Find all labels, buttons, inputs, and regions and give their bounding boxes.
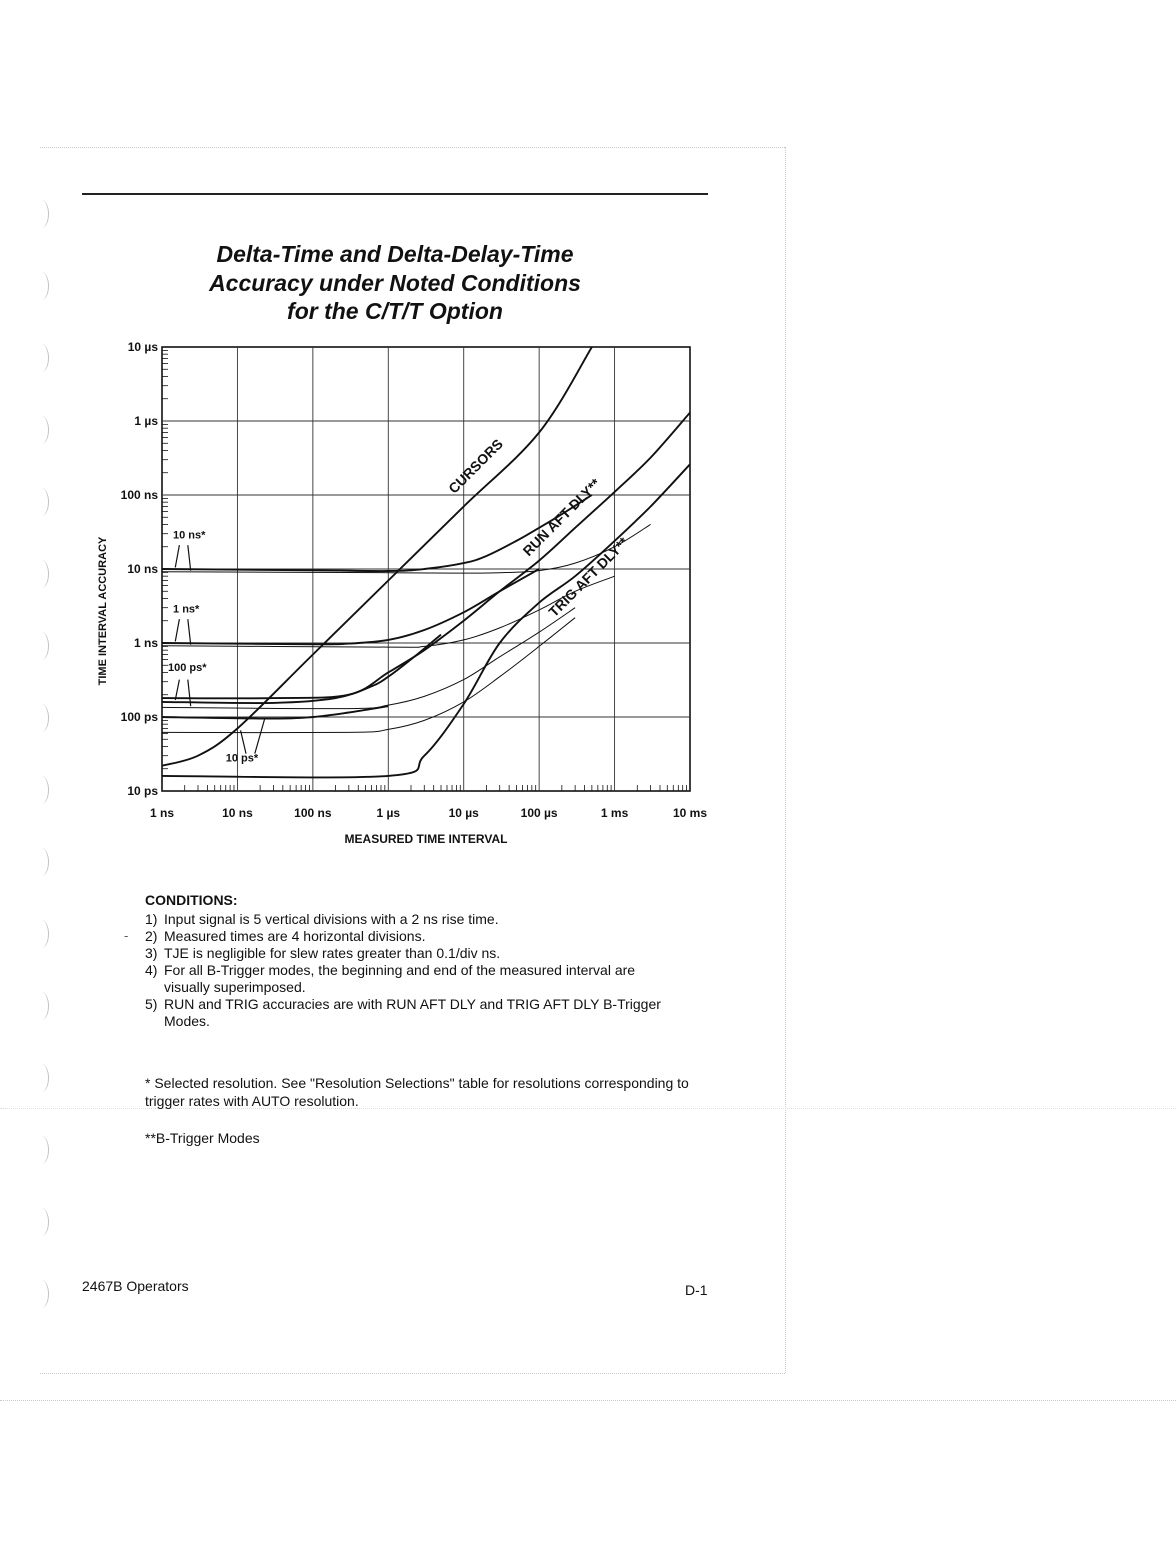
scan-edge-right: [785, 147, 786, 1373]
binder-hole: [34, 200, 49, 228]
binder-holes: [30, 200, 60, 1350]
scan-edge-lower: [0, 1400, 1176, 1401]
annotation-100-ps: 100 ps*: [167, 661, 207, 674]
condition-number: 4): [145, 962, 158, 978]
condition-item: [145, 996, 745, 1030]
resolution-pointer-arrow: [175, 545, 179, 567]
binder-hole: [34, 1064, 49, 1092]
y-axis-label: TIME INTERVAL ACCURACY: [97, 536, 109, 686]
y-tick-label: 100 ns: [120, 488, 158, 502]
series-line-100-ps-light: [162, 608, 575, 709]
stray-mark: -: [124, 928, 129, 943]
footer-manual-name: 2467B Operators: [82, 1278, 189, 1294]
x-tick-label: 100 ns: [294, 806, 332, 820]
binder-hole: [34, 920, 49, 948]
condition-item: [145, 928, 745, 945]
condition-number: 2): [145, 928, 158, 944]
binder-hole: [34, 272, 49, 300]
series-line-10-ns-heavy: [162, 495, 592, 571]
accuracy-chart: [86, 330, 716, 850]
binder-hole: [34, 416, 49, 444]
series-line-10-ns-light: [162, 524, 651, 573]
condition-number: 1): [145, 911, 158, 927]
resolution-pointer-arrow: [188, 545, 191, 570]
condition-item: [145, 945, 745, 962]
binder-hole: [34, 704, 49, 732]
series-line-trig-aft-dly-heavy: [162, 464, 690, 777]
binder-hole: [34, 1280, 49, 1308]
scan-edge-bottom: [40, 1373, 785, 1374]
y-tick-label: 1 ns: [133, 636, 158, 650]
annotation-cursors: CURSORS: [445, 435, 506, 497]
annotation-10-ps: 10 ps*: [225, 752, 259, 765]
annotation-10-ns: 10 ns*: [173, 529, 206, 542]
y-tick-label: 10 ps: [127, 784, 158, 798]
resolution-pointer-arrow: [175, 680, 179, 700]
title-line-3: for the C/T/T Option: [287, 298, 503, 324]
condition-number: 3): [145, 945, 158, 961]
title-line-1: Delta-Time and Delta-Delay-Time: [216, 241, 574, 267]
selected-resolution-note: * Selected resolution. See "Resolution Selections" table for resolutions corresponding to trigger rates with AUTO resolution.: [145, 1075, 689, 1109]
condition-text: Input signal is 5 vertical divisions with a 2 ns rise time.: [164, 911, 499, 927]
y-tick-label: 1 µs: [134, 414, 158, 428]
binder-hole: [34, 1208, 49, 1236]
conditions-block: [145, 892, 745, 1030]
chart-title: [160, 240, 630, 326]
x-tick-label: 100 µs: [520, 806, 558, 820]
x-tick-label: 10 ns: [222, 806, 253, 820]
binder-hole: [34, 776, 49, 804]
footer-page-number: D-1: [685, 1282, 708, 1298]
binder-hole: [34, 992, 49, 1020]
resolution-pointer-arrow: [175, 619, 179, 641]
condition-item: [145, 962, 745, 996]
x-tick-label: 10 µs: [448, 806, 479, 820]
annotation-run-aft-dly: RUN AFT DLY**: [519, 475, 604, 559]
condition-text: For all B-Trigger modes, the beginning and end of the measured interval are visually superimposed.: [164, 962, 636, 995]
scan-edge-top: [40, 147, 785, 148]
y-tick-label: 10 µs: [127, 340, 158, 354]
y-tick-label: 10 ns: [127, 562, 158, 576]
x-tick-label: 1 µs: [376, 806, 401, 820]
condition-number: 5): [145, 996, 158, 1012]
binder-hole: [34, 344, 49, 372]
y-tick-label: 100 ps: [120, 710, 158, 724]
series-line-1-ns-heavy: [162, 569, 539, 644]
binder-hole: [34, 632, 49, 660]
series-line-10-ps-light: [162, 618, 575, 733]
conditions-heading: CONDITIONS:: [145, 892, 238, 908]
b-trigger-note: **B-Trigger Modes: [145, 1130, 260, 1146]
resolution-pointer-arrow: [241, 730, 246, 753]
x-axis-label: MEASURED TIME INTERVAL: [344, 832, 508, 846]
condition-text: RUN and TRIG accuracies are with RUN AFT DLY and TRIG AFT DLY B-Trigger Modes.: [164, 996, 661, 1029]
x-tick-label: 1 ms: [600, 806, 629, 820]
title-line-2: Accuracy under Noted Conditions: [209, 269, 581, 296]
binder-hole: [34, 488, 49, 516]
condition-item: [145, 911, 745, 928]
condition-text: TJE is negligible for slew rates greater than 0.1/div ns.: [164, 945, 501, 961]
header-rule: [82, 193, 708, 195]
binder-hole: [34, 848, 49, 876]
x-tick-label: 1 ns: [149, 806, 175, 820]
x-tick-label: 10 ms: [672, 806, 708, 820]
binder-hole: [34, 560, 49, 588]
resolution-pointer-arrow: [188, 619, 191, 644]
resolution-pointer-arrow: [255, 719, 265, 754]
annotation-trig-aft-dly: TRIG AFT DLY**: [545, 533, 632, 620]
annotation-1-ns: 1 ns*: [173, 603, 200, 616]
condition-text: Measured times are 4 horizontal divisions.: [164, 928, 426, 944]
binder-hole: [34, 1136, 49, 1164]
